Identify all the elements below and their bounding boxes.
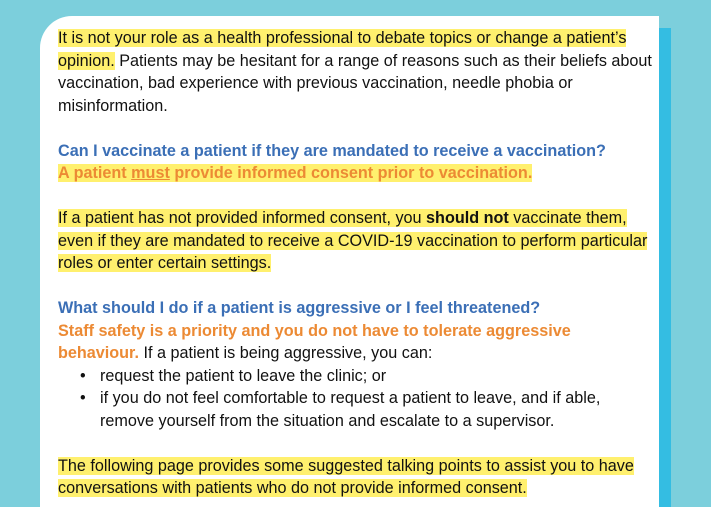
list-item	[58, 387, 654, 432]
intro-paragraph	[58, 27, 654, 117]
content-card	[40, 16, 659, 507]
bullet-icon: •	[80, 389, 86, 407]
intro-highlight: It is not your role as a health professional to debate topics or change a patient’s opinion.	[58, 29, 627, 70]
consent-text-post: vaccinate them, even if they are mandated to receive a COVID-19 vaccination to perform particular roles or enter certain settings.	[58, 209, 648, 272]
consent-text-pre: If a patient has not provided informed consent, you	[58, 209, 427, 227]
aggression-options-list	[58, 365, 654, 433]
mandate-answer-emphasis: must	[131, 164, 170, 182]
consent-text-bold: should not	[426, 209, 509, 227]
mandate-answer	[58, 162, 654, 185]
closing-paragraph	[58, 455, 654, 500]
mandate-answer-post: provide informed consent prior to vaccination.	[169, 164, 533, 182]
aggression-text: If a patient is being aggressive, you can:	[138, 344, 433, 362]
aggression-answer: Staff safety is a priority and you do not have to tolerate aggressive behaviour.	[58, 321, 571, 362]
list-item-text: if you do not feel comfortable to request a patient to leave, and if able, remove yourself from the situation and escalate to a supervisor.	[100, 389, 601, 430]
closing-text: The following page provides some suggested talking points to assist you to have conversations with patients who do not provide informed consent.	[58, 456, 634, 497]
consent-paragraph	[58, 207, 654, 275]
spacer	[58, 432, 654, 455]
aggression-question: What should I do if a patient is aggressive or I feel threatened?	[58, 299, 541, 317]
list-item-text: request the patient to leave the clinic; or	[100, 366, 387, 385]
aggression-paragraph	[58, 297, 654, 365]
mandate-answer-pre: A patient	[58, 164, 132, 182]
bullet-icon: •	[80, 366, 86, 385]
spacer	[58, 275, 654, 298]
intro-text: Patients may be hesitant for a range of reasons such as their beliefs about vaccination, bad experience with previous vaccination, needle phobia or misinformation.	[58, 51, 652, 115]
spacer	[58, 117, 654, 140]
mandate-question: Can I vaccinate a patient if they are mandated to receive a vaccination?	[58, 141, 606, 160]
document-body	[58, 27, 654, 500]
list-item	[58, 365, 654, 388]
right-accent-bar	[659, 28, 671, 507]
spacer	[58, 185, 654, 208]
